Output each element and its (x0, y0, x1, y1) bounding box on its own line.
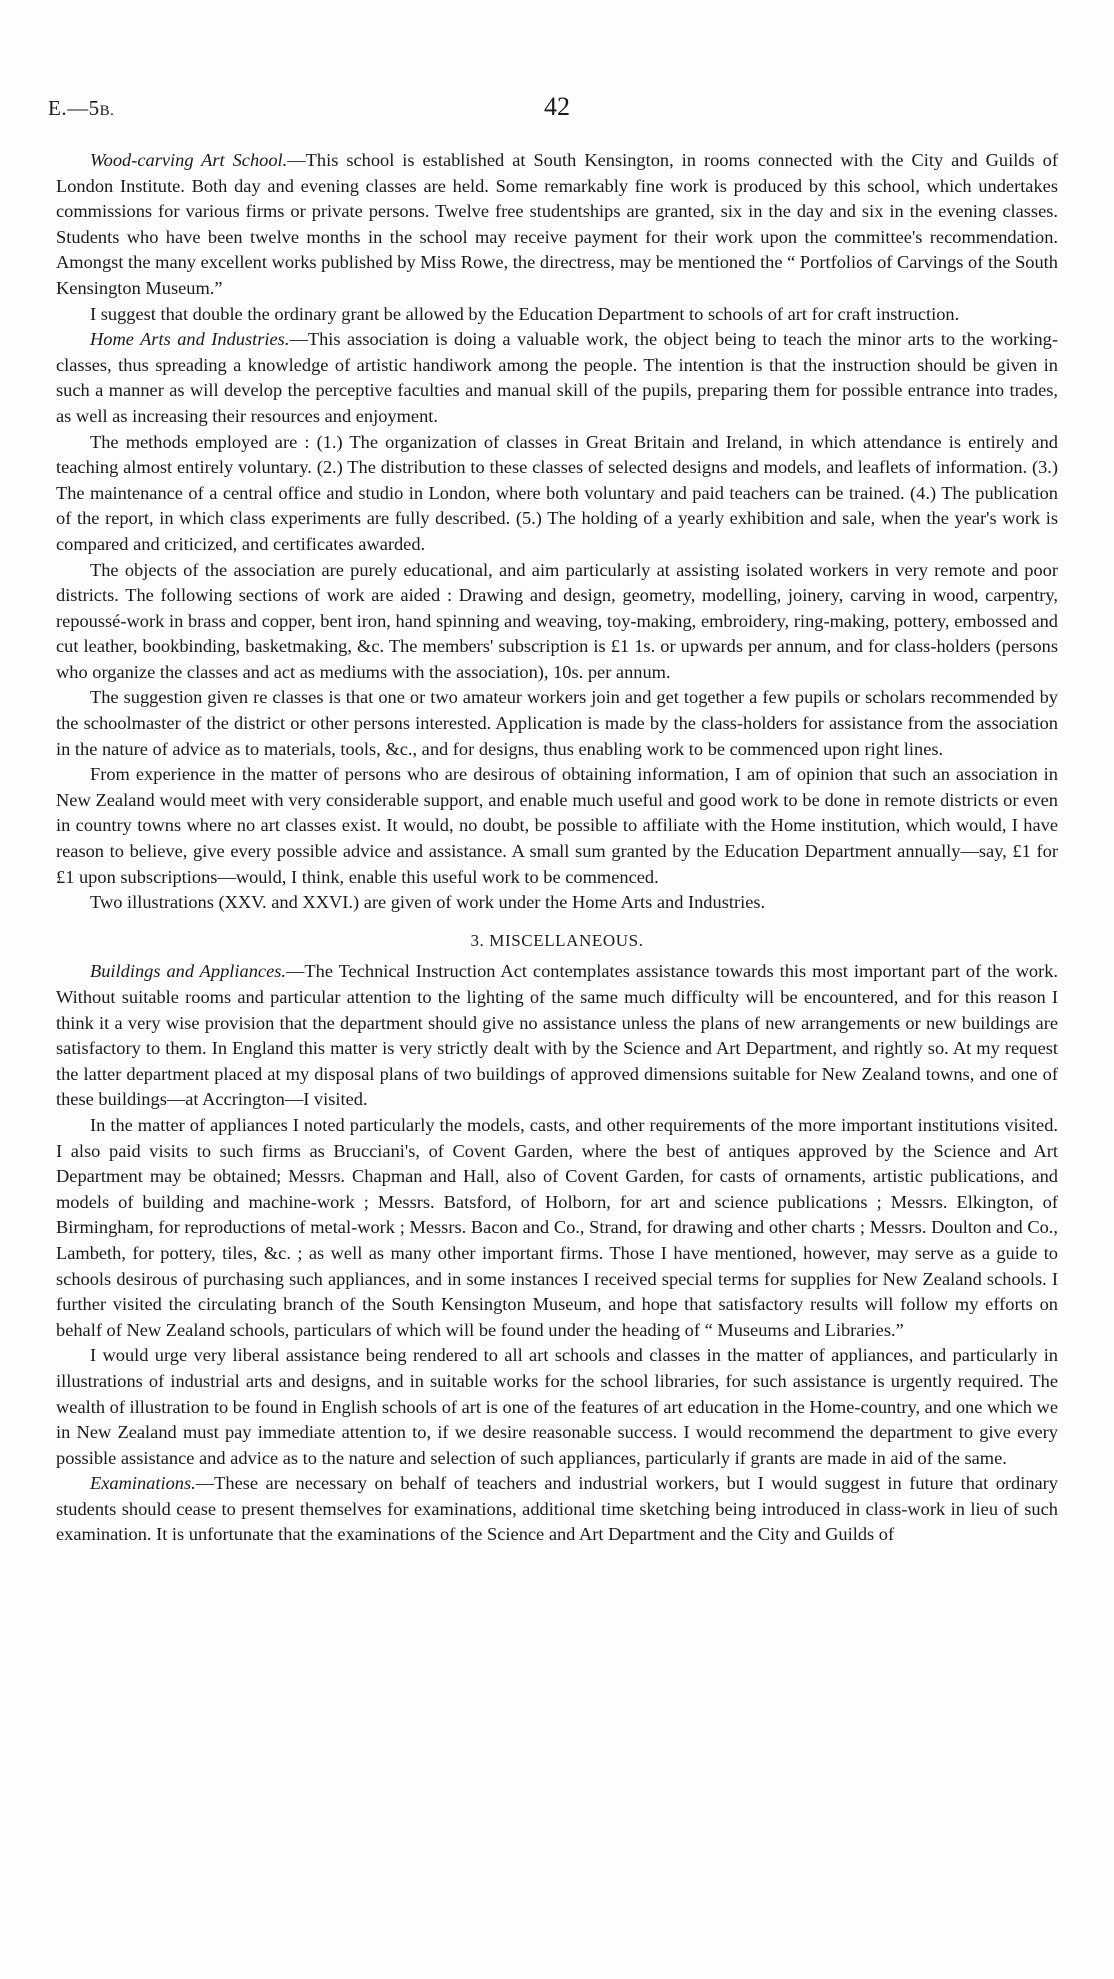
paragraph-suggestion (56, 685, 1058, 762)
paragraph-appliances (56, 1113, 1058, 1343)
paragraph-text: The suggestion given re classes is that one or two amateur workers join and get together a few pupils or scholars recommended by the schoolmaster of the district or other persons interested. Application is made by the class-holders for assistance from the association in the nature of advice as to materials, tools, &c., and for designs, thus enabling work to be commenced upon right lines. (56, 687, 1058, 759)
paragraph-objects (56, 558, 1058, 686)
document-body (56, 148, 1058, 1548)
paragraph-text: In the matter of appliances I noted particularly the models, casts, and other requirements of the more important institutions visited. I also paid visits to such firms as Brucciani's, of Covent Garden, where the best of antiques approved by the Science and Art Department may be obtained; Messrs. Chapman and Hall, also of Covent Garden, for casts of ornaments, artistic publications, and models of building and machine-work ; Messrs. Batsford, of Holborn, for art and science publications ; Messrs. Elkington, of Birmingham, for reproductions of metal-work ; Messrs. Bacon and Co., Strand, for drawing and other charts ; Messrs. Doulton and Co., Lambeth, for pottery, tiles, &c. ; as well as many other important firms. Those I have mentioned, however, may serve as a guide to schools desirous of purchasing such appliances, and in some instances I received special terms for supplies for New Zealand schools. I further visited the circulating branch of the South Kensington Museum, and hope that satisfactory results will follow my efforts on behalf of New Zealand schools, particulars of which will be found under the heading of “ Museums and Libraries.” (56, 1114, 1058, 1340)
document-code-main: E.—5 (48, 96, 100, 120)
paragraph-text: From experience in the matter of persons who are desirous of obtaining information, I am of opinion that such an association in New Zealand would meet with very considerable support, and enable much useful and good work to be done in remote districts or even in country towns where no art classes exist. It would, no doubt, be possible to affiliate with the Home institution, which would, I have reason to believe, give every possible advice and assistance. A small sum granted by the Education Department annually—say, £1 for £1 upon subscriptions—would, I think, enable this useful work to be commenced. (56, 764, 1058, 887)
paragraph-home-arts (56, 327, 1058, 429)
document-code-suffix: B. (99, 103, 115, 119)
paragraph-lead-italic: Wood-carving Art School. (90, 150, 288, 170)
paragraph-text: The methods employed are : (1.) The organization of classes in Great Britain and Ireland, in which attendance is entirely and teaching almost entirely voluntary. (2.) The distribution to these classes of selected designs and models, and leaflets of information. (3.) The maintenance of a central office and studio in London, where both voluntary and paid teachers can be trained. (4.) The publication of the report, in which class experiments are fully described. (5.) The holding of a yearly exhibition and sale, when the year's work is compared and criticized, and certificates awarded. (56, 431, 1058, 554)
paragraph-lead-italic: Home Arts and Industries. (90, 329, 290, 350)
paragraph-illustrations (56, 890, 1058, 916)
paragraph-examinations (56, 1471, 1058, 1548)
paragraph-text: I suggest that double the ordinary grant be allowed by the Education Department to schools of art for craft instruction. (90, 303, 960, 324)
paragraph-lead-italic: Buildings and Appliances. (90, 961, 286, 982)
paragraph-text: The objects of the association are purely educational, and aim particularly at assisting isolated workers in very remote and poor districts. The following sections of work are aided : Drawing and design, geometry, modelling, joinery, carving in wood, carpentry, repoussé-work in brass and copper, bent iron, hand spinning and weaving, toy-making, embroidery, ring-making, pottery, embossed and cut leather, bookbinding, basketmaking, &c. The members' subscription is £1 1s. or upwards per annum, and for class-holders (persons who organize the classes and act as mediums with the association), 10s. per annum. (56, 559, 1058, 682)
paragraph-double-grant (56, 302, 1058, 328)
paragraph-buildings (56, 959, 1058, 1113)
paragraph-text: I would urge very liberal assistance being rendered to all art schools and classes in the matter of appliances, and particularly in illustrations of industrial arts and designs, and in suitable works for the school libraries, for such assistance is urgently required. The wealth of illustration to be found in English schools of art is one of the features of art education in the Home-country, and one which we in New Zealand must pay immediate attention to, if we desire reasonable success. I would recommend the department to give every possible assistance and advice as to the nature and selection of such appliances, particularly if grants are made in aid of the same. (56, 1345, 1058, 1468)
paragraph-text: —The Technical Instruction Act contemplates assistance towards this most important part of the work. Without suitable rooms and particular attention to the lighting of the same much difficulty will be encountered, and for this reason I think it a very wise provision that the department should give no assistance unless the plans of new arrangements or new buildings are satisfactory to them. In England this matter is very strictly dealt with by the Science and Art Department, and rightly so. At my request the latter department placed at my disposal plans of two buildings of approved dimensions suitable for New Zealand towns, and one of these buildings—at Accrington—I visited. (56, 961, 1059, 1110)
paragraph-wood-carving (56, 148, 1058, 302)
paragraph-text: —This school is established at South Kensington, in rooms connected with the City and Guilds of London Institute. Both day and evening classes are held. Some remarkably fine work is produced by this school, which undertakes commissions for various firms or private persons. Twelve free studentships are granted, six in the day and six in the evening classes. Students who have been twelve months in the school may receive payment for their work upon the committee's recommendation. Amongst the many excellent works published by Miss Rowe, the directress, may be mentioned the “ Portfolios of Carvings of the South Kensington Museum.” (56, 150, 1058, 298)
paragraph-liberal-assistance (56, 1343, 1058, 1471)
paragraph-methods (56, 430, 1058, 558)
section-heading-miscellaneous: 3. MISCELLANEOUS. (470, 930, 644, 950)
paragraph-text: —This association is doing a valuable work, the object being to teach the minor arts to the working-classes, thus spreading a knowledge of artistic handiwork among the people. The intention is that the instruction should be given in such a manner as will develop the perceptive faculties and manual skill of the pupils, preparing them for possible entrance into trades, as well as increasing their resources and enjoyment. (56, 329, 1058, 426)
paragraph-text: Two illustrations (XXV. and XXVI.) are given of work under the Home Arts and Industries. (90, 892, 766, 913)
paragraph-lead-italic: Examinations. (90, 1473, 196, 1494)
paragraph-text: —These are necessary on behalf of teachers and industrial workers, but I would suggest in future that ordinary students should cease to present themselves for examinations, additional time sketching being introduced in class-work in lieu of such examination. It is unfortunate that the examinations of the Science and Art Department and the City and Guilds of (56, 1473, 1058, 1545)
paragraph-experience (56, 762, 1058, 890)
page-header (0, 92, 1114, 124)
page-number: 42 (544, 92, 570, 121)
